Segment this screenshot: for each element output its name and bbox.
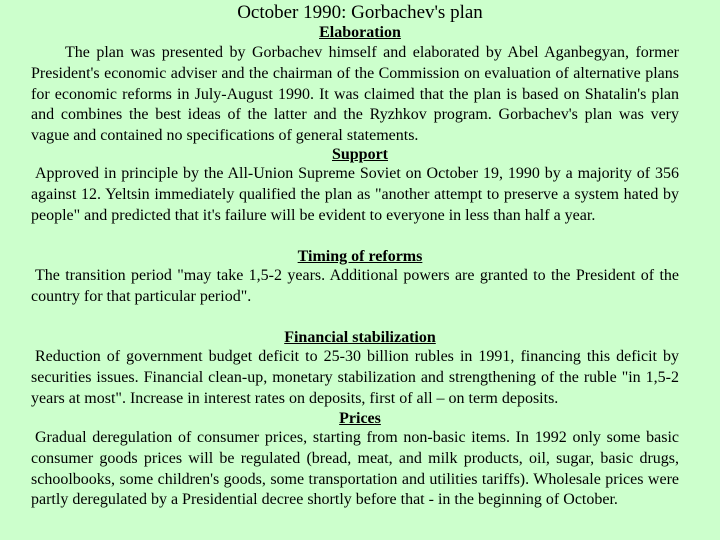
heading-timing-of-reforms: Timing of reforms <box>297 248 423 265</box>
paragraph-support: Approved in principle by the All-Union Supreme Soviet on October 19, 1990 by a majority of 356 against 12. Yeltsin immediately qualified the plan as "another attempt to preserve a system hated by people" and predicted that it's failure will be evident to everyone in less than half a year. <box>31 165 679 224</box>
heading-elaboration: Elaboration <box>319 24 401 41</box>
paragraph-prices: Gradual deregulation of consumer prices, starting from non-basic items. In 1992 only some basic consumer goods prices will be regulated (bread, meat, and milk products, oil, sugar, basic drugs, schoolbooks, some children's goods, some transportation and utilities tariffs). Wholesale prices were partly deregulated by a Presidential decree shortly before that - in the beginning of October. <box>31 429 679 509</box>
heading-prices: Prices <box>339 410 381 427</box>
slide-title: October 1990: Gorbachev's plan <box>237 2 483 23</box>
heading-support: Support <box>331 146 389 163</box>
paragraph-elaboration: The plan was presented by Gorbachev himself and elaborated by Abel Aganbegyan, former President's economic adviser and the chairman of the Commission on evaluation of alternative plans for economic reforms in July-August 1990. It was claimed that the plan is based on Shatalin's plan and combines the best ideas of the latter and the Ryzhkov program. Gorbachev's plan was very vague and contained no specifications of general statements. <box>31 44 679 145</box>
heading-financial-stabilization: Financial stabilization <box>284 329 436 346</box>
paragraph-timing-of-reforms: The transition period "may take 1,5-2 years. Additional powers are granted to the President of the country for that particular period". <box>31 267 679 305</box>
paragraph-financial-stabilization: Reduction of government budget deficit to 25-30 billion rubles in 1991, financing this deficit by securities issues. Financial clean-up, monetary stabilization and strengthening of the ruble "in 1,5-2 years at most". Increase in interest rates on deposits, first of all – on term deposits. <box>31 348 679 407</box>
